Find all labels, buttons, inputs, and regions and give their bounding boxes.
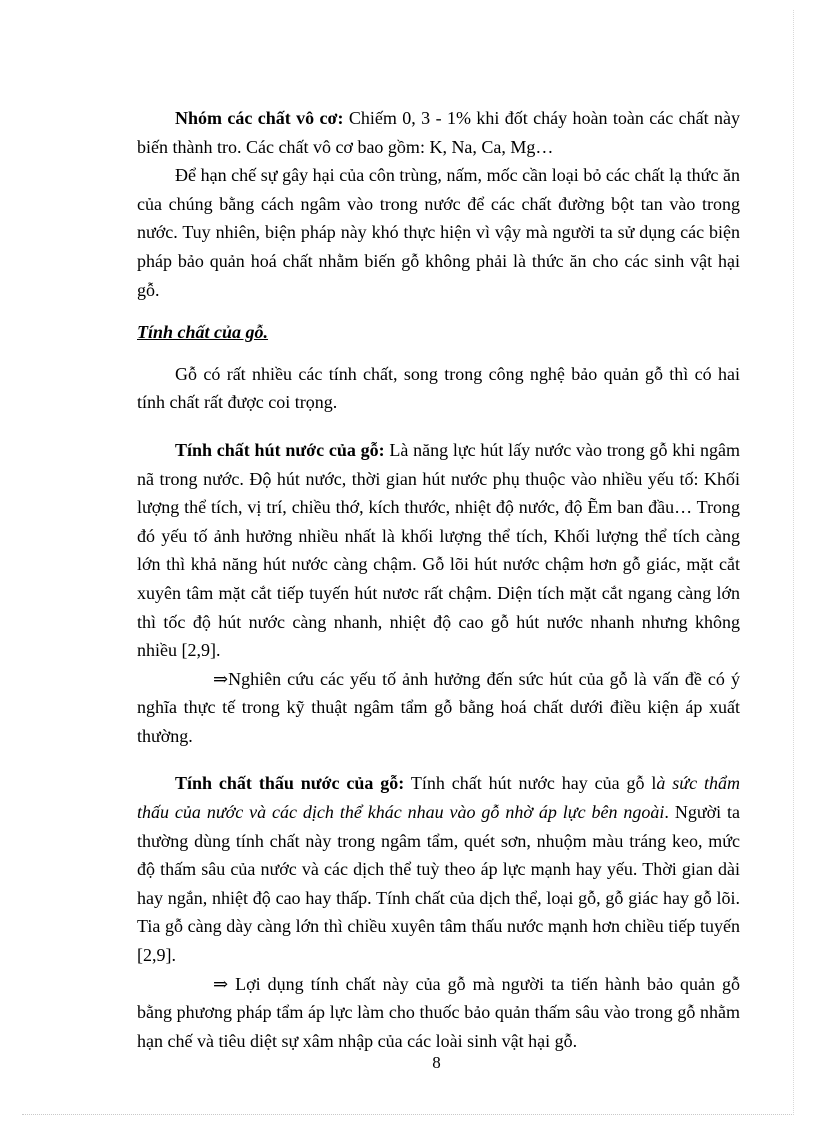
paragraph-text: Gỗ có rất nhiều các tính chất, song trong công nghệ bảo quản gỗ thì có hai tính chất rất được coi trọng. (137, 363, 740, 413)
paragraph-pest-prevention (137, 161, 740, 304)
paragraph-text: Là năng lực hút lấy nước vào trong gỗ khi ngâm nã trong nước. Độ hút nước, thời gian hút nước phụ thuộc vào nhiều yếu tố: Khối lượng thể tích, vị trí, chiều thớ, kích thước, nhiệt độ nước, độ Ẽm ban đầu… Trong đó yếu tố ảnh hưởng nhiều nhất là khối lượng thể tích, Khối lượng thể tích càng lớn thì khả năng hút nước càng chậm. Gỗ lõi hút nước chậm hơn gỗ giác, mặt cắt xuyên tâm mặt cắt tiếp tuyến hút nươc rất chậm. Diện tích mặt cắt ngang càng lớn thì tốc độ hút nước càng nhanh, nhiệt độ cao gỗ hút nước nhanh nhưng không nhiều [2,9]. (137, 439, 740, 661)
implies-arrow-icon: ⇒ (213, 668, 229, 689)
paragraph-text: Để hạn chế sự gây hại của côn trùng, nấm, mốc cần loại bỏ các chất lạ thức ăn của chúng bằng cách ngâm vào trong nước để các chất đường bột tan vào trong nước. Tuy nhiên, biện pháp này khó thực hiện vì vậy mà người ta sử dụng các biện pháp bảo quản hoá chất nhằm biến gỗ không phải là thức ăn cho các sinh vật hại gỗ. (137, 165, 740, 300)
paragraph-conclusion-absorption (137, 665, 740, 751)
page-border-bottom (22, 1114, 794, 1115)
paragraph-text: Lợi dụng tính chất này của gỗ mà người ta tiến hành bảo quản gỗ bằng phương pháp tẩm áp lực làm cho thuốc bảo quản thấm sâu vào trong gỗ nhằm hạn chế và tiêu diệt sự xâm nhập của các loài sinh vật hại gỗ. (137, 973, 740, 1051)
paragraph-conclusion-permeability (137, 970, 740, 1056)
paragraph-water-absorption (137, 436, 740, 665)
paragraph-italic-text: à sức thẩm thấu của nước và các dịch thể khác nhau vào gỗ nhờ áp lực bên ngoài (137, 773, 740, 823)
implies-arrow-icon: ⇒ (213, 973, 229, 994)
paragraph-lead: Tính chất hút nước của gỗ: (175, 439, 385, 460)
page-body (137, 104, 740, 1055)
paragraph-text: Tính chất hút nước hay của gỗ l (404, 773, 657, 794)
paragraph-inorganic (137, 104, 740, 161)
paragraph-water-permeability (137, 769, 740, 969)
page-number: 8 (432, 1053, 441, 1072)
paragraph-text: . Người ta thường dùng tính chất này trong ngâm tẩm, quét sơn, nhuộm màu tráng keo, mức độ thấm sâu của nước và các dịch thể tuỳ theo áp lực mạnh hay yếu. Thời gian dài hay ngắn, nhiệt độ cao hay thấp. Tính chất của dịch thể, loại gỗ, gỗ giác hay gỗ lõi. Tia gỗ càng dày càng lớn thì chiều xuyên tâm thấu nước mạnh hơn chiều tiếp tuyến [2,9]. (137, 802, 740, 966)
paragraph-lead: Nhóm các chất vô cơ: (175, 108, 344, 128)
paragraph-text: Nghiên cứu các yếu tố ảnh hưởng đến sức hút của gỗ là vấn đề có ý nghĩa thực tế trong kỹ thuật ngâm tẩm gỗ bằng hoá chất dưới điều kiện áp xuất thường. (137, 668, 740, 746)
paragraph-lead: Tính chất thấu nước của gỗ: (175, 773, 405, 794)
paragraph-intro (137, 360, 740, 417)
page-border-right (793, 10, 794, 1115)
paragraph-text: Chiếm 0, 3 - 1% khi đốt cháy hoàn toàn các chất này biến thành tro. Các chất vô cơ bao gồm: K, Na, Ca, Mg… (137, 108, 740, 157)
section-heading: Tính chất của gỗ. (137, 322, 269, 343)
